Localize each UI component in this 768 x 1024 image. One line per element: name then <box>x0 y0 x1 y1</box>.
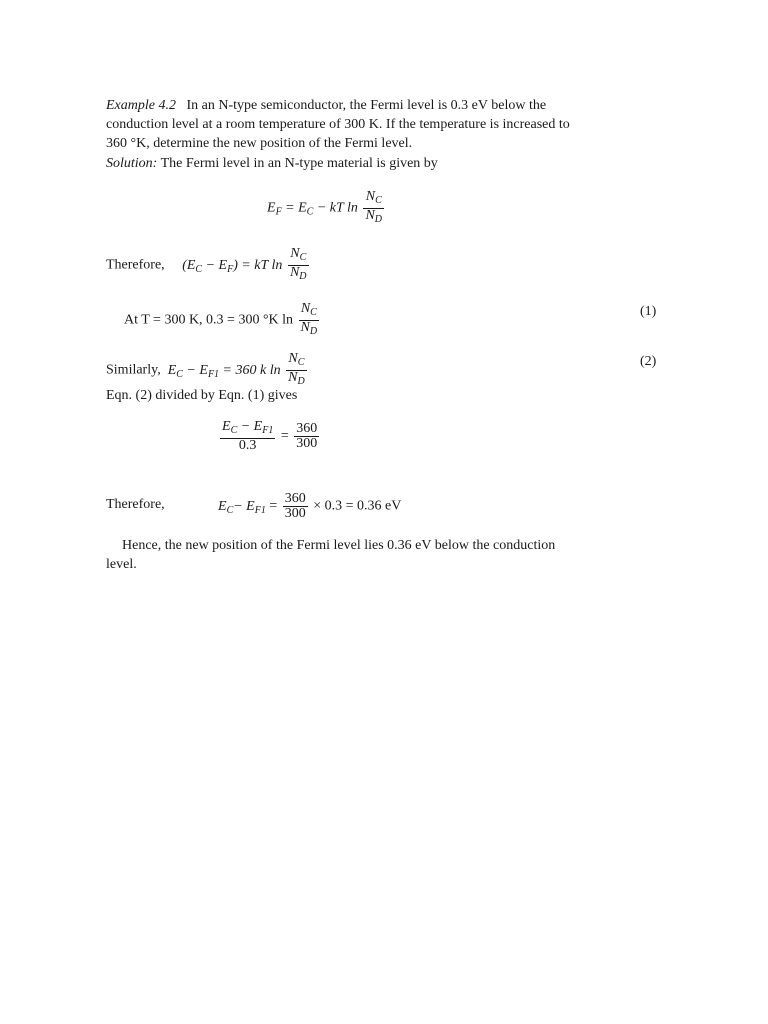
solution-text: The Fermi level in an N-type material is given by <box>160 156 438 171</box>
equation-1-text: At T = 300 K, 0.3 = 300 °K ln <box>124 312 294 328</box>
equation-number-1: (1) <box>640 304 657 319</box>
example-line-1 <box>106 97 546 115</box>
fraction-360-300: $\frac{360}{300}$ <box>284 491 306 521</box>
conclusion-line-1: Hence, the new position of the Fermi level lies 0.36 eV below the conduction <box>122 538 556 553</box>
example-text-1: In an N-type semiconductor, the Fermi level is 0.3 eV below the <box>186 98 547 113</box>
fraction-nc-nd: $\frac{N_C}{N_D}$ <box>300 301 318 337</box>
example-line-3: 360 °K, determine the new position of the Fermi level. <box>106 136 413 151</box>
fraction-nc-nd: $\frac{N_C}{N_D}$ <box>289 246 307 282</box>
equation-number-2: (2) <box>640 354 657 369</box>
divide-text: Eqn. (2) divided by Eqn. (1) gives <box>106 388 298 403</box>
fraction-nc-nd: $\frac{N_C}{N_D}$ <box>288 351 305 387</box>
ratio-equation: $\frac{E_C - E_{F1}}{0.3}$ = $\frac{360}{300}$ <box>222 419 318 453</box>
solution-line <box>106 155 438 173</box>
therefore-label: Therefore, <box>106 497 165 512</box>
equation-fermi-level: $E_F = E_C$ − kT ln $\frac{N_C}{N_D}$ <box>267 189 383 225</box>
fraction-nc-nd: $\frac{N_C}{N_D}$ <box>365 189 383 225</box>
fraction-360-300: $\frac{360}{300}$ <box>296 421 318 451</box>
example-label: Example 4.2 <box>106 98 176 113</box>
fraction-difference-over-03: $\frac{E_C - E_{F1}}{0.3}$ <box>222 419 274 453</box>
final-equation: $E_C- E_{F1}$ = $\frac{360}{300}$ × 0.3 = 0.36 eV <box>218 491 402 521</box>
equation-2: Similarly, $E_C - E_{F1} = 360$ k ln $\frac{N_C}{N_D}$ <box>106 351 305 387</box>
therefore-line-1 <box>106 247 311 284</box>
therefore-line-2 <box>106 496 165 514</box>
final-result: × 0.3 = 0.36 eV <box>313 498 402 514</box>
therefore-label: Therefore, <box>106 257 165 273</box>
conclusion-line-2: level. <box>106 557 137 572</box>
equation-1 <box>124 302 321 339</box>
solution-label: Solution: <box>106 156 158 171</box>
example-line-2: conduction level at a room temperature of 300 K. If the temperature is increased to <box>106 117 570 132</box>
equation-difference: $(E_C - E_F)$ = kT ln <box>182 257 283 275</box>
similarly-label: Similarly, <box>106 362 161 378</box>
